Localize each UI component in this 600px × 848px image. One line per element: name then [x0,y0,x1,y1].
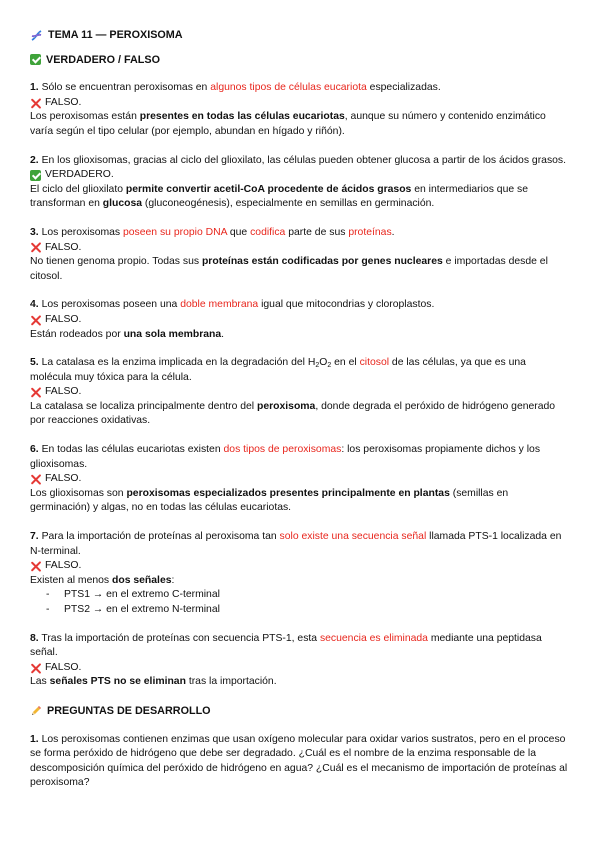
verdict-false [30,313,570,328]
verdict-false [30,661,570,676]
text: : los peroxisomas propiamente dichos y los glioxisomas. [30,444,541,470]
question-4 [30,298,570,342]
text: Las [30,676,50,688]
highlight-text: doble membrana [180,299,259,311]
verdict-label: FALSO. [45,313,82,325]
cross-mark-icon [30,98,41,109]
highlight-text: proteínas [348,226,392,238]
text: (gluconeogénesis), especialmente en semillas en germinación. [142,198,435,210]
check-box-icon [30,54,41,65]
document-title [30,28,570,43]
bold-text: proteínas están codificadas por genes nucleares [201,256,443,268]
verdict-false [30,96,570,111]
text: , donde degrada el peróxido de hidrógeno generado por reacciones oxidativas. [30,400,556,427]
cross-mark-icon [30,474,41,485]
list-dash: - [46,604,50,615]
text: , aunque su número y contenido enzimático varía según el tipo celular (por ejemplo, abundan en hígado y riñón). [30,111,546,137]
question-7 [30,530,570,618]
text: de las células, ya que es una molécula muy tóxica para la célula. [30,357,526,383]
verdict-label: FALSO. [45,473,82,485]
verdict-label: VERDADERO. [45,169,114,181]
dev-question-1 [30,733,570,791]
question-statement [30,443,570,472]
question-statement [30,733,570,791]
text: en el [331,357,360,369]
highlight-text: algunos tipos de células eucariota [210,82,367,94]
question-statement [30,81,570,96]
question-number: 1. [30,733,39,745]
question-number: 2. [30,154,39,166]
question-statement [30,226,570,241]
verdict-label: FALSO. [45,386,82,398]
cross-mark-icon [30,387,41,398]
highlight-text: poseen su propio DNA [123,226,227,238]
question-number: 7. [30,531,39,543]
text: : [171,574,175,586]
question-6 [30,443,570,516]
explanation [30,675,570,690]
text: igual que mitocondrias y cloroplastos. [258,299,435,311]
text: en intermediarios que se transforman en [30,183,528,210]
title-text: TEMA 11 — PEROXISOMA [48,29,183,41]
text: O [319,357,328,369]
text: En los glioxisomas, gracias al ciclo del glioxilato, las células pueden obtener glucosa a partir de los ácidos grasos. [41,154,566,166]
question-statement [30,356,570,385]
text: Existen al menos [30,574,113,586]
check-box-icon [30,170,41,181]
text: Los glioxisomas son [30,487,127,499]
verdict-label: FALSO. [45,560,82,572]
highlight-text: dos tipos de peroxisomas [223,444,342,456]
verdict-false [30,472,570,487]
list-dash: - [46,589,50,601]
question-1 [30,81,570,139]
bold-text: peroxisomas especializados presentes principalmente en plantas [126,487,450,499]
cross-mark-icon [30,663,41,674]
question-statement [30,632,570,661]
question-3 [30,226,570,284]
subscript: 2 [315,362,320,370]
list-item [30,603,570,618]
text: (semillas en germinación) y algas, no en todas las células eucariotas. [30,487,509,514]
question-number: 8. [30,632,39,644]
text: Tras la importación de proteínas con secuencia PTS-1, esta [41,632,320,644]
question-2 [30,154,570,212]
cross-mark-icon [30,561,41,572]
bold-text: glucosa [102,198,143,210]
text: El ciclo del glioxilato [30,183,126,195]
text: Los peroxisomas [41,226,123,238]
question-statement [30,530,570,559]
list-item [30,588,570,603]
bold-text: peroxisoma [257,400,316,412]
text: Los peroxisomas están [30,111,140,123]
subscript: 2 [327,362,332,370]
text: especializadas. [366,82,441,94]
dna-icon [30,29,43,42]
text: En todas las células eucariotas existen [41,444,224,456]
text: Los peroxisomas contienen enzimas que usan oxígeno molecular para oxidar varios sustratos, pero en el proceso se forma peróxido de hidrógeno que debe ser degradado. ¿Cuál es el nombre de la enzima responsable de la descomposición química del peróxido de hidrógeno en agua? ¿Cuál es el mecanismo de importación de proteínas al peroxisoma? [30,733,568,789]
question-8 [30,632,570,690]
text: Sólo se encuentran peroxisomas en [41,82,211,94]
highlight-text: solo existe una secuencia señal [279,531,427,543]
text: llamada PTS-1 localizada en N-terminal. [30,531,562,557]
verdict-label: FALSO. [45,661,82,673]
text: tras la importación. [185,676,277,688]
question-number: 4. [30,299,39,311]
explanation [30,487,570,516]
text: No tienen genoma propio. Todas sus [30,256,202,268]
explanation [30,574,570,589]
text: . [221,328,225,340]
dev-heading-text: PREGUNTAS DE DESARROLLO [47,704,211,717]
dev-heading [30,704,570,719]
question-statement [30,154,570,169]
bold-text: dos señales [112,574,172,586]
cross-mark-icon [30,242,41,253]
signal-list [30,588,570,617]
question-number: 3. [30,226,39,238]
text: . [391,226,395,238]
explanation [30,110,570,139]
verdict-true [30,168,570,183]
text: La catalasa es la enzima implicada en la degradación del H [41,357,316,369]
verdict-false [30,241,570,256]
list-item-text: PTS2 → en el extremo N-terminal [64,604,220,615]
question-statement [30,298,570,313]
pencil-icon [30,705,42,717]
text: Están rodeados por [30,328,124,340]
explanation [30,183,570,212]
explanation [30,328,570,343]
tf-heading [30,53,570,68]
highlight-text: secuencia es eliminada [319,632,428,644]
text: Los peroxisomas poseen una [41,299,181,311]
text: Para la importación de proteínas al peroxisoma tan [41,531,280,543]
question-number: 6. [30,444,39,456]
text: e importadas desde el citosol. [30,256,548,282]
bold-text: señales PTS no se eliminan [49,676,186,688]
text: La catalasa se localiza principalmente dentro del [30,400,257,412]
verdict-label: FALSO. [45,96,82,108]
tf-heading-text: VERDADERO / FALSO [46,53,160,66]
explanation [30,255,570,284]
verdict-false [30,385,570,400]
highlight-text: citosol [359,357,390,369]
text: mediante una peptidasa señal. [30,632,542,659]
verdict-false [30,559,570,574]
bold-text: permite convertir acetil-CoA procedente de ácidos grasos [125,183,412,195]
bold-text: presentes en todas las células eucariotas [139,111,345,123]
list-item-text: PTS1 → en el extremo C-terminal [64,589,220,601]
text: que [226,226,251,238]
question-number: 1. [30,82,39,94]
explanation [30,400,570,429]
cross-mark-icon [30,315,41,326]
highlight-text: codifica [250,226,286,238]
question-number: 5. [30,357,39,369]
bold-text: una sola membrana [123,328,222,340]
question-5 [30,356,570,429]
text: parte de sus [285,226,349,238]
verdict-label: FALSO. [45,241,82,253]
